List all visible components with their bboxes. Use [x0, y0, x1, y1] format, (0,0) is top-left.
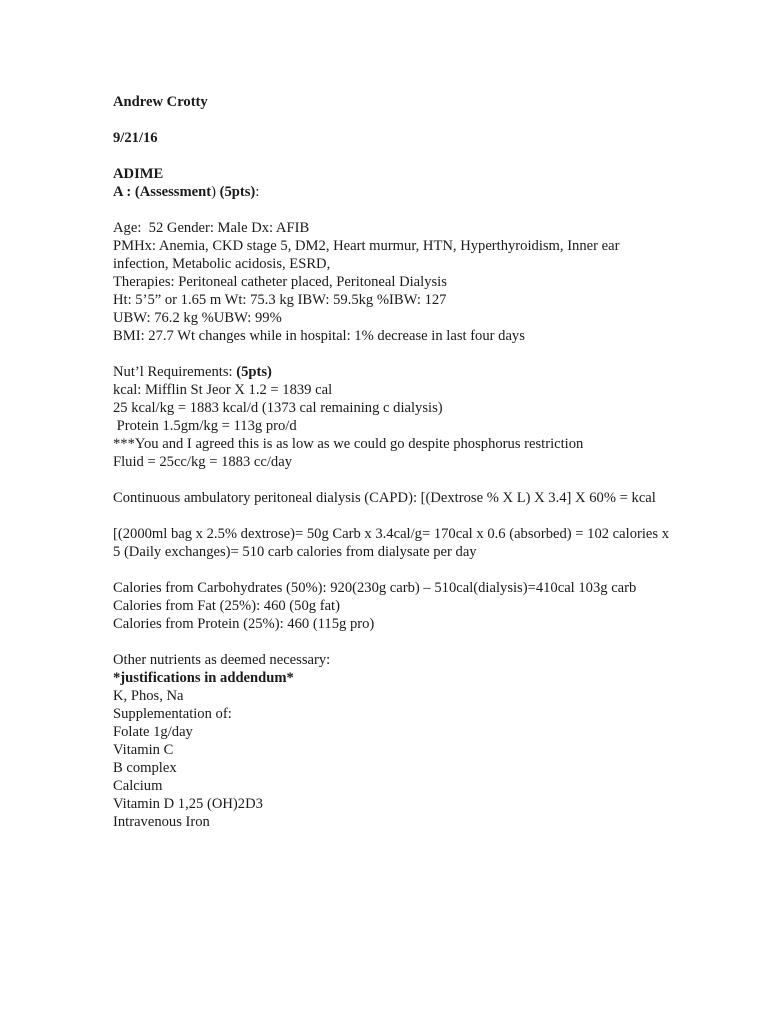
requirements-heading-points: (5pts)	[236, 364, 272, 380]
other-line: Vitamin D 1,25 (OH)2D3	[113, 796, 263, 812]
assessment-heading-points: (5pts)	[219, 184, 256, 200]
requirements-line: Protein 1.5gm/kg = 113g pro/d	[113, 418, 297, 434]
note-date: 9/21/16	[113, 130, 158, 146]
assessment-heading-mid: )	[211, 184, 220, 200]
capd-formula: Continuous ambulatory peritoneal dialysis (CAPD): [(Dextrose % X L) X 3.4] X 60% = kcal	[113, 490, 656, 506]
other-line: Supplementation of:	[113, 706, 232, 722]
assessment-line: Age: 52 Gender: Male Dx: AFIB	[113, 220, 310, 236]
assessment-line: PMHx: Anemia, CKD stage 5, DM2, Heart murmur, HTN, Hyperthyroidism, Inner ear infection, Metabolic acidosis, ESRD,	[113, 238, 624, 272]
requirements-line: 25 kcal/kg = 1883 kcal/d (1373 cal remaining c dialysis)	[113, 400, 443, 416]
other-line: Vitamin C	[113, 742, 174, 758]
other-nutrients-intro: Other nutrients as deemed necessary:	[113, 652, 331, 668]
other-line: K, Phos, Na	[113, 688, 184, 704]
requirements-line: ***You and I agreed this is as low as we could go despite phosphorus restriction	[113, 436, 584, 452]
spacer	[113, 633, 673, 651]
assessment-heading	[113, 183, 673, 201]
spacer	[113, 471, 673, 489]
macro-line: Calories from Protein (25%): 460 (115g pro)	[113, 616, 375, 632]
spacer	[113, 345, 673, 363]
assessment-line: UBW: 76.2 kg %UBW: 99%	[113, 310, 282, 326]
other-line: B complex	[113, 760, 177, 776]
document-page	[113, 93, 673, 831]
other-line: Calcium	[113, 778, 163, 794]
spacer	[113, 507, 673, 525]
assessment-heading-label: (Assessment	[134, 184, 212, 200]
assessment-line: Ht: 5’5” or 1.65 m Wt: 75.3 kg IBW: 59.5kg %IBW: 127	[113, 292, 447, 308]
requirements-line: Fluid = 25cc/kg = 1883 cc/day	[113, 454, 292, 470]
capd-calculation: [(2000ml bag x 2.5% dextrose)= 50g Carb x 3.4cal/g= 170cal x 0.6 (absorbed) = 102 calories x 5 (Daily exchanges)= 510 carb calories from dialysate per day	[113, 526, 673, 560]
macro-line: Calories from Fat (25%): 460 (50g fat)	[113, 598, 340, 614]
assessment-line: Therapies: Peritoneal catheter placed, Peritoneal Dialysis	[113, 274, 447, 290]
assessment-line: BMI: 27.7 Wt changes while in hospital: 1% decrease in last four days	[113, 328, 525, 344]
spacer	[113, 147, 673, 165]
assessment-heading-prefix: A :	[113, 184, 135, 200]
other-line: Intravenous Iron	[113, 814, 210, 830]
justification-note: *justifications in addendum*	[113, 670, 294, 686]
requirements-heading	[113, 363, 673, 381]
spacer	[113, 561, 673, 579]
macro-line: Calories from Carbohydrates (50%): 920(230g carb) – 510cal(dialysis)=410cal 103g carb	[113, 580, 637, 596]
requirements-heading-label: Nut’l Requirements:	[113, 364, 237, 380]
patient-name: Andrew Crotty	[113, 94, 208, 110]
requirements-line: kcal: Mifflin St Jeor X 1.2 = 1839 cal	[113, 382, 333, 398]
spacer	[113, 111, 673, 129]
assessment-heading-suffix: :	[255, 184, 260, 200]
spacer	[113, 201, 673, 219]
other-line: Folate 1g/day	[113, 724, 193, 740]
section-title: ADIME	[113, 166, 164, 182]
